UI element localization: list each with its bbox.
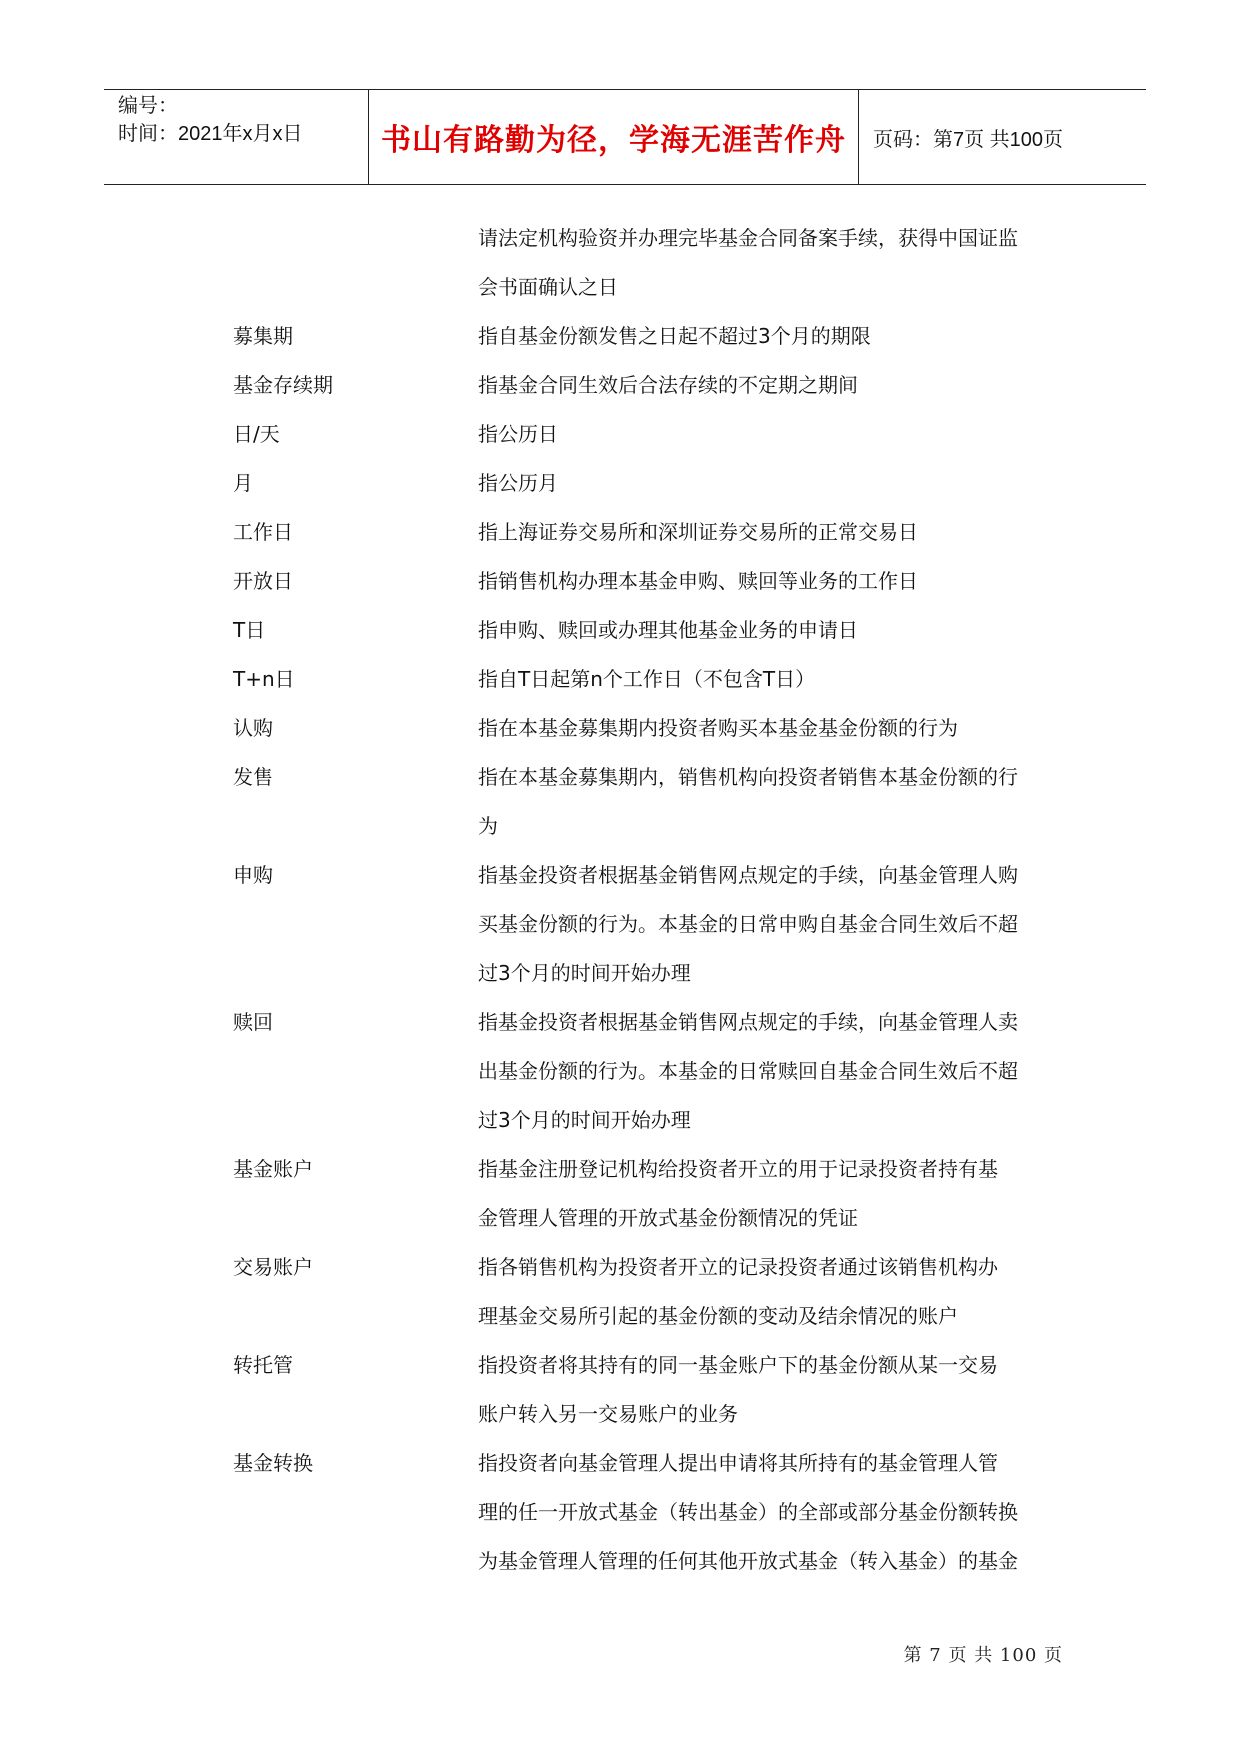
definition-line: 指申购、赎回或办理其他基金业务的申请日 xyxy=(478,618,858,642)
definition-row xyxy=(0,410,1241,459)
definition-term: 开放日 xyxy=(233,569,293,593)
definition-term: T日 xyxy=(233,618,266,642)
definition-row xyxy=(0,851,1241,998)
definition-text xyxy=(478,312,1068,361)
page-footer: 第 7 页 共 100 页 xyxy=(903,1645,1063,1666)
definition-line: 指自基金份额发售之日起不超过3个月的期限 xyxy=(478,324,871,348)
definition-text xyxy=(478,753,1068,851)
definition-line: 指各销售机构为投资者开立的记录投资者通过该销售机构办 xyxy=(478,1255,998,1279)
definition-text xyxy=(478,998,1068,1145)
definition-line: 账户转入另一交易账户的业务 xyxy=(478,1402,738,1426)
definition-row xyxy=(0,1243,1241,1341)
document-number-label: 编号： xyxy=(118,95,178,117)
definition-line: 理的任一开放式基金（转出基金）的全部或部分基金份额转换 xyxy=(478,1500,1018,1524)
definition-row xyxy=(0,1341,1241,1439)
definition-text xyxy=(478,459,1068,508)
definition-line: 指公历月 xyxy=(478,471,558,495)
definition-row xyxy=(0,361,1241,410)
definition-text xyxy=(478,606,1068,655)
definition-line: 会书面确认之日 xyxy=(478,275,618,299)
header-page-label: 页码：第7页 共100页 xyxy=(873,128,1064,151)
definition-term: 认购 xyxy=(233,716,273,740)
header-meta xyxy=(104,90,369,184)
definition-term: 工作日 xyxy=(233,520,293,544)
definition-line: 指上海证券交易所和深圳证券交易所的正常交易日 xyxy=(478,520,918,544)
definition-text xyxy=(478,361,1068,410)
definition-term: 赎回 xyxy=(233,1010,273,1034)
definition-row xyxy=(0,704,1241,753)
definition-text xyxy=(478,851,1068,998)
definition-text xyxy=(478,1243,1068,1341)
definition-text xyxy=(478,1439,1068,1586)
definition-term: 发售 xyxy=(233,765,273,789)
definition-line: 理基金交易所引起的基金份额的变动及结余情况的账户 xyxy=(478,1304,958,1328)
definition-term: 基金账户 xyxy=(233,1157,313,1181)
definition-term: 申购 xyxy=(233,863,273,887)
definition-line: 指公历日 xyxy=(478,422,558,446)
definition-line: 过3个月的时间开始办理 xyxy=(478,961,691,985)
definition-line: 指基金投资者根据基金销售网点规定的手续，向基金管理人卖 xyxy=(478,1010,1018,1034)
definition-line: 指基金注册登记机构给投资者开立的用于记录投资者持有基 xyxy=(478,1157,998,1181)
definition-row xyxy=(0,557,1241,606)
definition-line: 金管理人管理的开放式基金份额情况的凭证 xyxy=(478,1206,858,1230)
definition-term: 交易账户 xyxy=(233,1255,313,1279)
definition-line: 指在本基金募集期内投资者购买本基金基金份额的行为 xyxy=(478,716,958,740)
definition-term: 基金存续期 xyxy=(233,373,333,397)
definition-row xyxy=(0,214,1241,312)
definitions-list xyxy=(0,214,1241,1586)
definition-text xyxy=(478,1341,1068,1439)
definition-text xyxy=(478,557,1068,606)
definition-text xyxy=(478,410,1068,459)
definition-term: 募集期 xyxy=(233,324,293,348)
definition-text xyxy=(478,1145,1068,1243)
definition-term: 日/天 xyxy=(233,422,280,446)
definition-line: 指投资者向基金管理人提出申请将其所持有的基金管理人管 xyxy=(478,1451,998,1475)
definition-text xyxy=(478,214,1068,312)
definition-row xyxy=(0,753,1241,851)
definition-line: 指销售机构办理本基金申购、赎回等业务的工作日 xyxy=(478,569,918,593)
definition-row xyxy=(0,1145,1241,1243)
definition-line: 指自T日起第n个工作日（不包含T日） xyxy=(478,667,816,691)
definition-line: 为 xyxy=(478,814,498,838)
definition-line: 为基金管理人管理的任何其他开放式基金（转入基金）的基金 xyxy=(478,1549,1018,1573)
definition-line: 出基金份额的行为。本基金的日常赎回自基金合同生效后不超 xyxy=(478,1059,1018,1083)
definition-line: 指在本基金募集期内，销售机构向投资者销售本基金份额的行 xyxy=(478,765,1018,789)
page-header xyxy=(104,89,1146,185)
definition-line: 指基金投资者根据基金销售网点规定的手续，向基金管理人购 xyxy=(478,863,1018,887)
definition-text xyxy=(478,704,1068,753)
definition-row xyxy=(0,1439,1241,1586)
definition-term: 月 xyxy=(233,471,253,495)
definition-line: 买基金份额的行为。本基金的日常申购自基金合同生效后不超 xyxy=(478,912,1018,936)
header-motto: 书山有路勤为径，学海无涯苦作舟 xyxy=(369,90,859,184)
definition-line: 指投资者将其持有的同一基金账户下的基金份额从某一交易 xyxy=(478,1353,998,1377)
definition-row xyxy=(0,606,1241,655)
definition-row xyxy=(0,998,1241,1145)
definition-term xyxy=(233,214,478,312)
definition-term: 转托管 xyxy=(233,1353,293,1377)
definition-term: T+n日 xyxy=(233,667,295,691)
definition-line: 过3个月的时间开始办理 xyxy=(478,1108,691,1132)
document-time-label: 时间：2021年x月x日 xyxy=(118,123,303,145)
definition-text xyxy=(478,508,1068,557)
definition-text xyxy=(478,655,1068,704)
definition-row xyxy=(0,459,1241,508)
definition-row xyxy=(0,655,1241,704)
definition-row xyxy=(0,312,1241,361)
definition-row xyxy=(0,508,1241,557)
definition-term: 基金转换 xyxy=(233,1451,313,1475)
definition-line: 请法定机构验资并办理完毕基金合同备案手续，获得中国证监 xyxy=(478,226,1018,250)
definition-line: 指基金合同生效后合法存续的不定期之期间 xyxy=(478,373,858,397)
